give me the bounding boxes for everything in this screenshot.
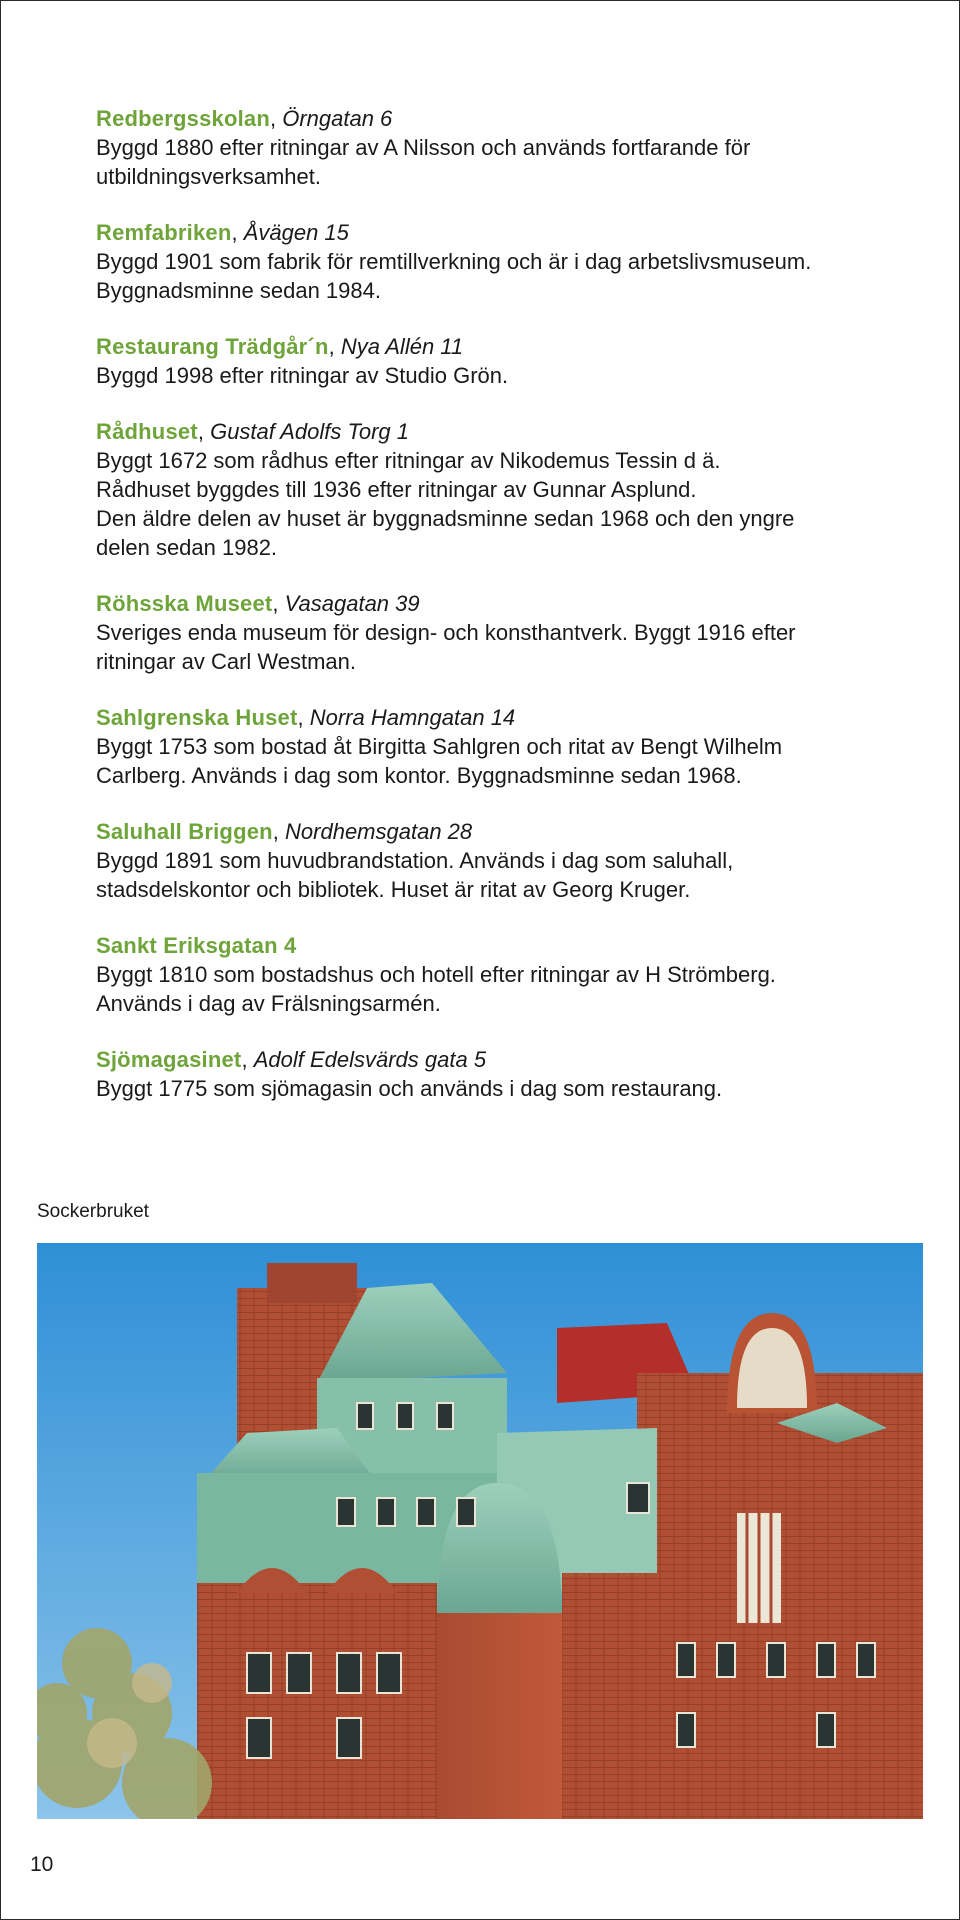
entry-description-line: Sveriges enda museum för design- och konsthantverk. Byggt 1916 efter [96,620,796,645]
entry-address: Nordhemsgatan 28 [285,819,473,844]
entry-name: Redbergsskolan [96,106,270,131]
entry-name: Röhsska Museet [96,591,273,616]
entry-address: Örngatan 6 [282,106,393,131]
entry-description-line: Byggt 1775 som sjömagasin och används i dag som restaurang. [96,1076,723,1101]
entry-heading: Sahlgrenska Huset, Norra Hamngatan 14 [96,705,516,730]
entry-address: Norra Hamngatan 14 [309,705,516,730]
entry [96,218,896,305]
entry-description-line: utbildningsverksamhet. [96,164,322,189]
entry-description-line: Byggd 1891 som huvudbrandstation. Används i dag som saluhall, [96,848,734,873]
entry-name: Sahlgrenska Huset [96,705,298,730]
entry-description-line: Byggd 1998 efter ritningar av Studio Grön. [96,363,509,388]
entry [96,1045,896,1103]
entry-description-line: Byggnadsminne sedan 1984. [96,278,381,303]
entry-heading: Remfabriken, Åvägen 15 [96,220,349,245]
entry-name: Sankt Eriksgatan 4 [96,933,297,958]
entry-address: Vasagatan 39 [284,591,420,616]
entry-description-line: Används i dag av Frälsningsarmén. [96,991,441,1016]
entry [96,589,896,676]
entry-name: Sjömagasinet [96,1047,242,1072]
entry-description-line: Byggd 1901 som fabrik för remtillverkning och är i dag arbetslivsmuseum. [96,249,812,274]
entry-description-line: Den äldre delen av huset är byggnadsminne sedan 1968 och den yngre [96,506,795,531]
entry [96,104,896,191]
entry-name: Rådhuset [96,419,198,444]
entry-name: Saluhall Briggen [96,819,273,844]
entry [96,703,896,790]
entry-name: Restaurang Trädgår´n [96,334,329,359]
entry-heading: Röhsska Museet, Vasagatan 39 [96,591,420,616]
entry-heading: Sjömagasinet, Adolf Edelsvärds gata 5 [96,1047,487,1072]
entry [96,417,896,562]
entry-description-line: ritningar av Carl Westman. [96,649,357,674]
entry-address: Nya Allén 11 [340,334,464,359]
sockerbruket-photo [37,1243,923,1819]
entry-address: Adolf Edelsvärds gata 5 [253,1047,487,1072]
entry-address: Åvägen 15 [243,220,349,245]
entry-description-line: Rådhuset byggdes till 1936 efter ritningar av Gunnar Asplund. [96,477,697,502]
entry-heading: Restaurang Trädgår´n, Nya Allén 11 [96,334,464,359]
entry [96,817,896,904]
entry-heading: Saluhall Briggen, Nordhemsgatan 28 [96,819,473,844]
entry-address: Gustaf Adolfs Torg 1 [210,419,410,444]
entry-description-line: Byggd 1880 efter ritningar av A Nilsson och används fortfarande för [96,135,751,160]
photo-caption: Sockerbruket [37,1201,149,1222]
entry-heading: Rådhuset, Gustaf Adolfs Torg 1 [96,419,410,444]
entry [96,931,896,1018]
entry-description-line: delen sedan 1982. [96,535,278,560]
building-illustration [37,1243,923,1819]
entry-description-line: Byggt 1753 som bostad åt Birgitta Sahlgren och ritat av Bengt Wilhelm [96,734,783,759]
entry-list [96,104,896,1130]
page-number: 10 [30,1853,54,1876]
entry-description-line: Byggt 1810 som bostadshus och hotell efter ritningar av H Strömberg. [96,962,776,987]
entry-heading [96,931,896,960]
entry-name: Remfabriken [96,220,232,245]
entry-heading: Redbergsskolan, Örngatan 6 [96,106,393,131]
entry-description-line: stadsdelskontor och bibliotek. Huset är ritat av Georg Kruger. [96,877,691,902]
entry [96,332,896,390]
entry-description-line: Carlberg. Används i dag som kontor. Byggnadsminne sedan 1968. [96,763,742,788]
entry-description-line: Byggt 1672 som rådhus efter ritningar av Nikodemus Tessin d ä. [96,448,721,473]
